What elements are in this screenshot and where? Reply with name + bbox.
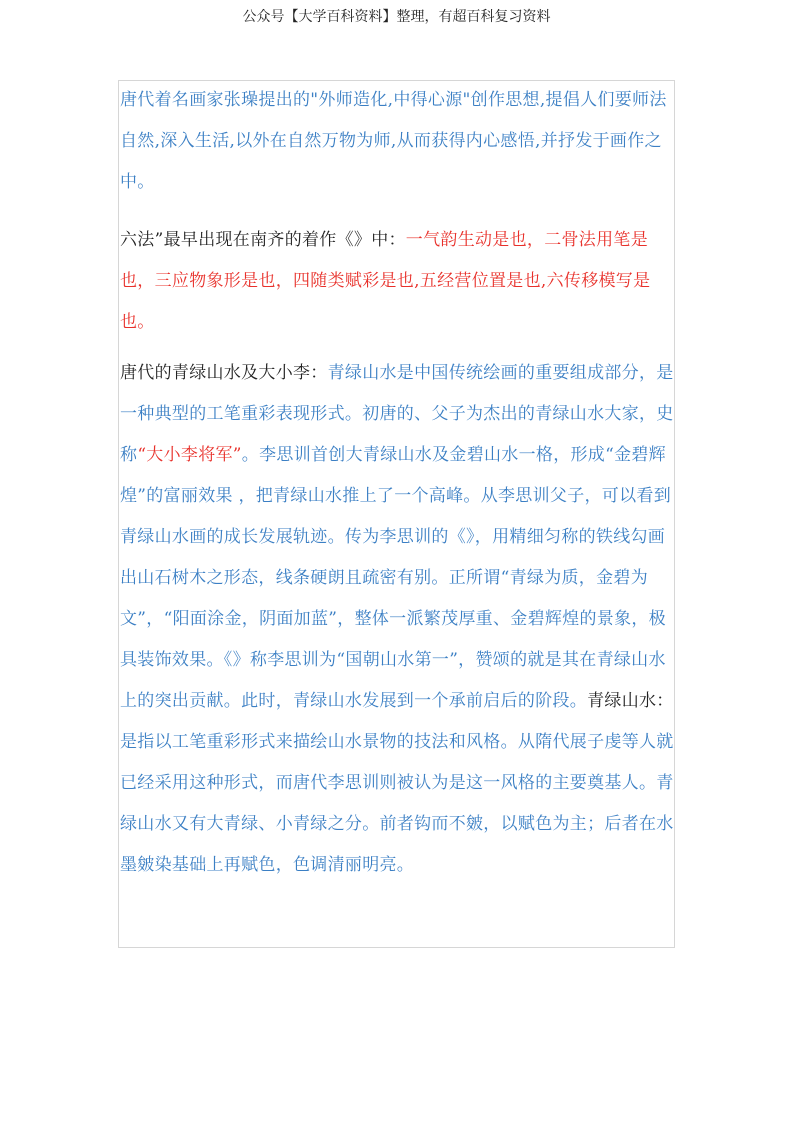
green-landscape-text-3: 是指以工笔重彩形式来描绘山水景物的技法和风格。从隋代展子虔等人就已经采用这种形式，而唐代李思训则被认为是这一风格的主要奠基人。青绿山水又有大青绿、小青绿之分。前者钩而不皴，以赋色为主；后者在水墨皴染基础上再赋色，色调清丽明亮。 xyxy=(120,732,674,875)
paragraph-six-methods xyxy=(120,220,680,343)
green-landscape-text-2: 。李思训首创大青绿山水及金碧山水一格，形成“金碧辉煌”的富丽效果 ，把青绿山水推上了一个高峰。从李思训父子，可以看到青绿山水画的成长发展轨迹。传为李思训的《》，用精细匀称的铁线勾画出山石树木之形态，线条硬朗且疏密有别。正所谓“青绿为质，金碧为文”，“阳面涂金，阴面加蓝”，整体一派繁茂厚重、金碧辉煌的景象，极具装饰效果。《》称李思训为“国朝山水第一”，赞颂的就是其在青绿山水上的突出贡献。此时，青绿山水发展到一个承前启后的阶段。 xyxy=(120,445,671,711)
green-landscape-lead: 唐代的青绿山水及大小李： xyxy=(120,363,328,383)
paragraph-zhangzao xyxy=(120,80,680,203)
six-methods-lead: 六法”最早出现在南齐的着作《》中： xyxy=(120,230,406,250)
green-landscape-text-1: 青绿山水是中国传统绘画的重要组成部分，是一种典型的工笔重彩表现形式。初唐的、父子为杰出的青绿山水大家，史称 xyxy=(120,363,674,465)
paragraph-zhangzao-text: 唐代着名画家张璪提出的"外师造化,中得心源"创作思想,提倡人们要师法自然,深入生活,以外在自然万物为师,从而获得内心感悟,并抒发于画作之中。 xyxy=(120,90,667,192)
paragraph-green-landscape xyxy=(120,353,680,886)
six-methods-body: 一气韵生动是也，二骨法用笔是也，三应物象形是也，四随类赋彩是也,五经营位置是也,六传移模写是也。 xyxy=(120,230,651,332)
green-landscape-definition-lead: 青绿山水： xyxy=(587,691,674,711)
page-header: 公众号【大学百科资料】整理，有超百科复习资料 xyxy=(242,9,551,25)
big-small-li-generals: “大小李将军” xyxy=(137,445,242,465)
